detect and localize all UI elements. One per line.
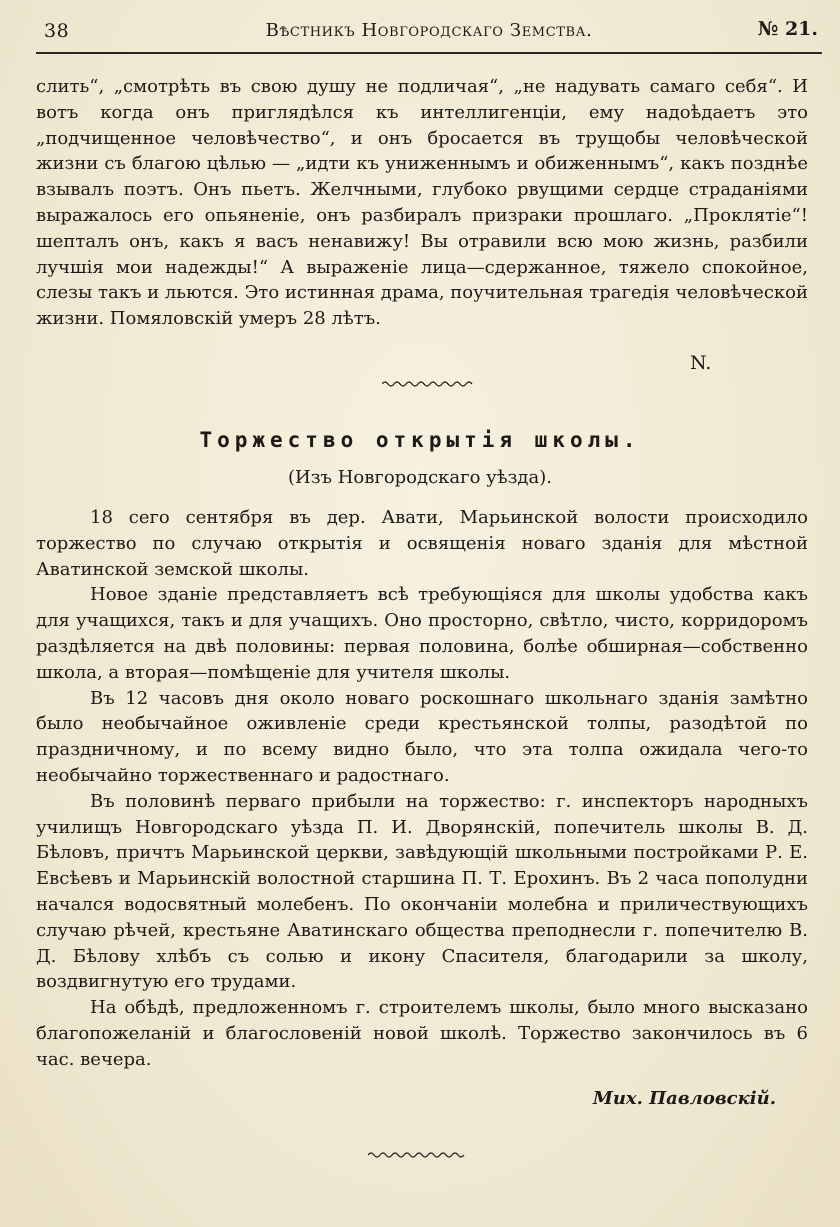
article-paragraph: На обѣдѣ, предложенномъ г. строителемъ школы, было много высказано благопожеланій и благословеній новой школѣ. Торжество закончилось въ 6 час. вечера. bbox=[36, 997, 808, 1070]
article-body bbox=[36, 505, 808, 1073]
article-paragraph: 18 сего сентября въ дер. Авати, Марьинской волости происходило торжество по случаю открытія и освященія новаго зданія для мѣстной Аватинской земской школы. bbox=[36, 507, 808, 580]
intro-paragraph: слить“, „смотрѣть въ свою душу не подличая“, „не надувать самаго себя“. И вотъ когда онъ приглядѣлся къ интеллигенціи, ему надоѣдаетъ это „подчищенное человѣчество“, и онъ бросается въ трущобы человѣческой жизни съ благою цѣлью — „идти къ униженнымъ и обиженнымъ“, какъ позднѣе взывалъ поэтъ. Онъ пьетъ. Желчными, глубоко рвущими сердце страданіями выражалось его опьяненіе, онъ разбиралъ призраки прошлаго. „Проклятіе“! шепталъ онъ, какъ я васъ ненавижу! Вы отравили всю мою жизнь, разбили лучшія мои надежды!“ А выраженіе лица—сдержанное, тяжело спокойное, слезы такъ и льются. Это истинная драма, поучительная трагедія человѣческой жизни. Помяловскій умеръ 28 лѣтъ. bbox=[36, 76, 808, 330]
article-paragraph: Въ половинѣ перваго прибыли на торжество: г. инспекторъ народныхъ училищъ Новгородскаго уѣзда П. И. Дворянскій, попечитель школы В. Д. Бѣловъ, причтъ Марьинской церкви, завѣдующій школьными постройками Р. Е. Евсѣевъ и Марьинскій волостной старшина П. Т. Ерохинъ. Въ 2 часа пополудни начался водосвятный молебенъ. По окончаніи молебна и приличествующихъ случаю рѣчей, крестьяне Аватинскаго общества преподнесли г. попечителю В. Д. Бѣлову хлѣбъ съ солью и икону Спасителя, благодарили за школу, воздвигнутую его трудами. bbox=[36, 790, 808, 993]
article-title: Торжество открытія школы. bbox=[199, 428, 641, 452]
intro-text bbox=[36, 74, 808, 332]
article-paragraph: Новое зданіе представляетъ всѣ требующіяся для школы удобства какъ для учащихся, такъ и для учащихъ. Оно просторно, свѣтло, чисто, корридоромъ раздѣляется на двѣ половины: первая половина, болѣе обширная—собственно школа, а вторая—помѣщеніе для учителя школы. bbox=[36, 584, 808, 683]
issue-number: № 21. bbox=[757, 18, 818, 40]
article-subtitle: (Изъ Новгородскаго уѣзда). bbox=[288, 467, 552, 488]
article-paragraph: Въ 12 часовъ дня около новаго роскошнаго школьнаго зданія замѣтно было необычайное оживленіе среди крестьянской толпы, разодѣтой по праздничному, и по всему видно было, что эта толпа ожидала чего-то необычайно торжественнаго и радостнаго. bbox=[36, 687, 808, 786]
journal-title: Вѣстникъ Новгородскаго Земства. bbox=[265, 20, 593, 41]
wavy-divider-bottom bbox=[368, 1150, 468, 1160]
wavy-divider-top bbox=[382, 379, 474, 389]
article-signature: Мих. Павловскій. bbox=[592, 1088, 776, 1109]
page-number: 38 bbox=[44, 20, 70, 42]
intro-signature: N. bbox=[690, 352, 712, 374]
page-header bbox=[36, 18, 822, 54]
